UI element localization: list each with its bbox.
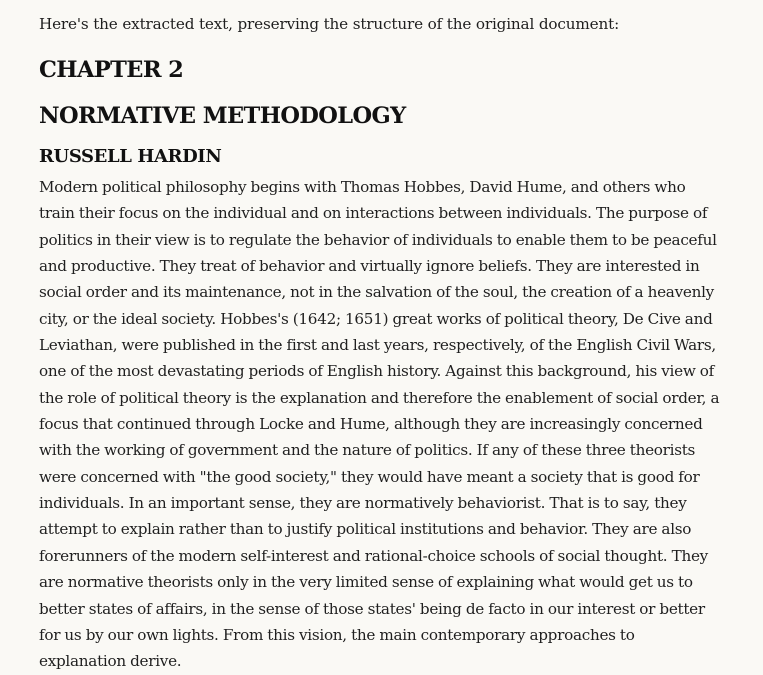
document-page [39, 0, 723, 675]
author-name: RUSSELL HARDIN [39, 146, 222, 167]
chapter-heading: CHAPTER 2 [39, 57, 184, 83]
chapter-title: NORMATIVE METHODOLOGY [39, 103, 406, 129]
body-paragraph: Modern political philosophy begins with Thomas Hobbes, David Hume, and others who train their focus on the individual and on interactions between individuals. The purpose of politics in their view is to regulate the behavior of individuals to enable them to be peaceful and productive. They treat of behavior and virtually ignore beliefs. They are interested in social order and its maintenance, not in the salvation of the soul, the creation of a heavenly city, or the ideal society. Hobbes's (1642; 1651) great works of political theory, De Cive and Leviathan, were published in the first and last years, respectively, of the English Civil Wars, one of the most devastating periods of English history. Against this background, his view of the role of political theory is the explanation and therefore the enablement of social order, a focus that continued through Locke and Hume, although they are increasingly concerned with the working of government and the nature of politics. If any of these three theorists were concerned with "the good society," they would have meant a society that is good for individuals. In an important sense, they are normatively behaviorist. That is to say, they attempt to explain rather than to justify political institutions and behavior. They are also forerunners of the modern self-interest and rational-choice schools of social thought. They are normative theorists only in the very limited sense of explaining what would get us to better states of affairs, in the sense of those states' being de facto in our interest or better for us by our own lights. From this vision, the main contemporary approaches to explanation derive. [39, 178, 720, 671]
intro-text: Here's the extracted text, preserving the structure of the original document: [39, 15, 620, 33]
